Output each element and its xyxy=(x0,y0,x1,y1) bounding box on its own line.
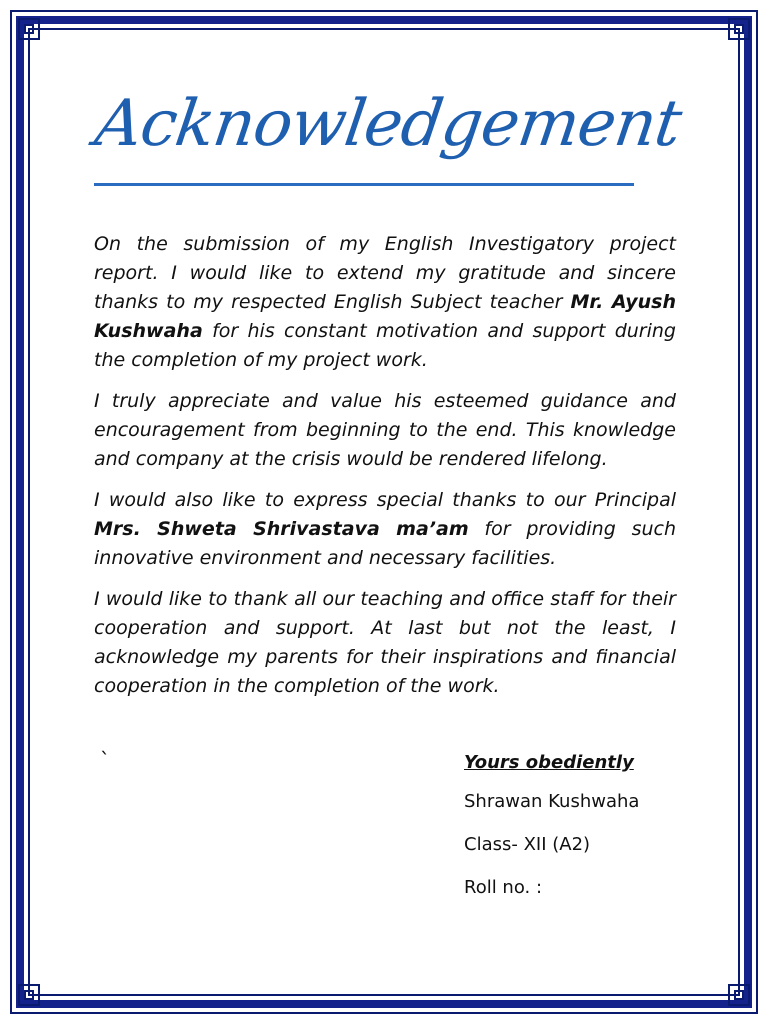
acknowledgement-body xyxy=(94,230,676,713)
closing-line: Yours obediently xyxy=(464,752,634,773)
signature-block xyxy=(464,752,639,920)
paragraph-text: I truly appreciate and value his esteemed guidance and encouragement from beginning to the end. This knowledge and company at the crisis would be rendered lifelong. xyxy=(94,390,676,470)
corner-ornament-top-left xyxy=(18,18,40,40)
paragraph-text: On the submission of my English Investigatory project report. I would like to extend my gratitude and sincere thanks to my respected English Subject teacher xyxy=(94,233,676,313)
student-class: Class- XII (A2) xyxy=(464,834,591,855)
corner-ornament-bottom-left xyxy=(18,984,40,1006)
corner-ornament-bottom-right xyxy=(728,984,750,1006)
tick-mark: ` xyxy=(100,748,110,772)
student-name: Shrawan Kushwaha xyxy=(464,791,640,812)
title-underline xyxy=(94,183,634,186)
roll-number: Roll no. : xyxy=(464,877,543,898)
paragraph-text: I would also like to express special thanks to our Principal xyxy=(94,489,676,511)
teacher-name: Mr. Ayush Kushwaha xyxy=(94,291,676,342)
paragraph-text: I would like to thank all our teaching and office staff for their cooperation and support. At last but not the least, I acknowledge my parents for their inspirations and financial cooperation in the completion of the work. xyxy=(94,588,676,697)
page-title: Acknowledgement xyxy=(90,87,686,161)
corner-ornament-top-right xyxy=(728,18,750,40)
paragraph-3 xyxy=(94,486,676,573)
paragraph-4 xyxy=(94,585,676,701)
paragraph-text: for providing such innovative environment and necessary facilities. xyxy=(94,518,676,569)
principal-name: Mrs. Shweta Shrivastava ma’am xyxy=(94,518,469,540)
paragraph-text: for his constant motivation and support during the completion of my project work. xyxy=(94,320,676,371)
paragraph-2 xyxy=(94,387,676,474)
paragraph-1 xyxy=(94,230,676,375)
